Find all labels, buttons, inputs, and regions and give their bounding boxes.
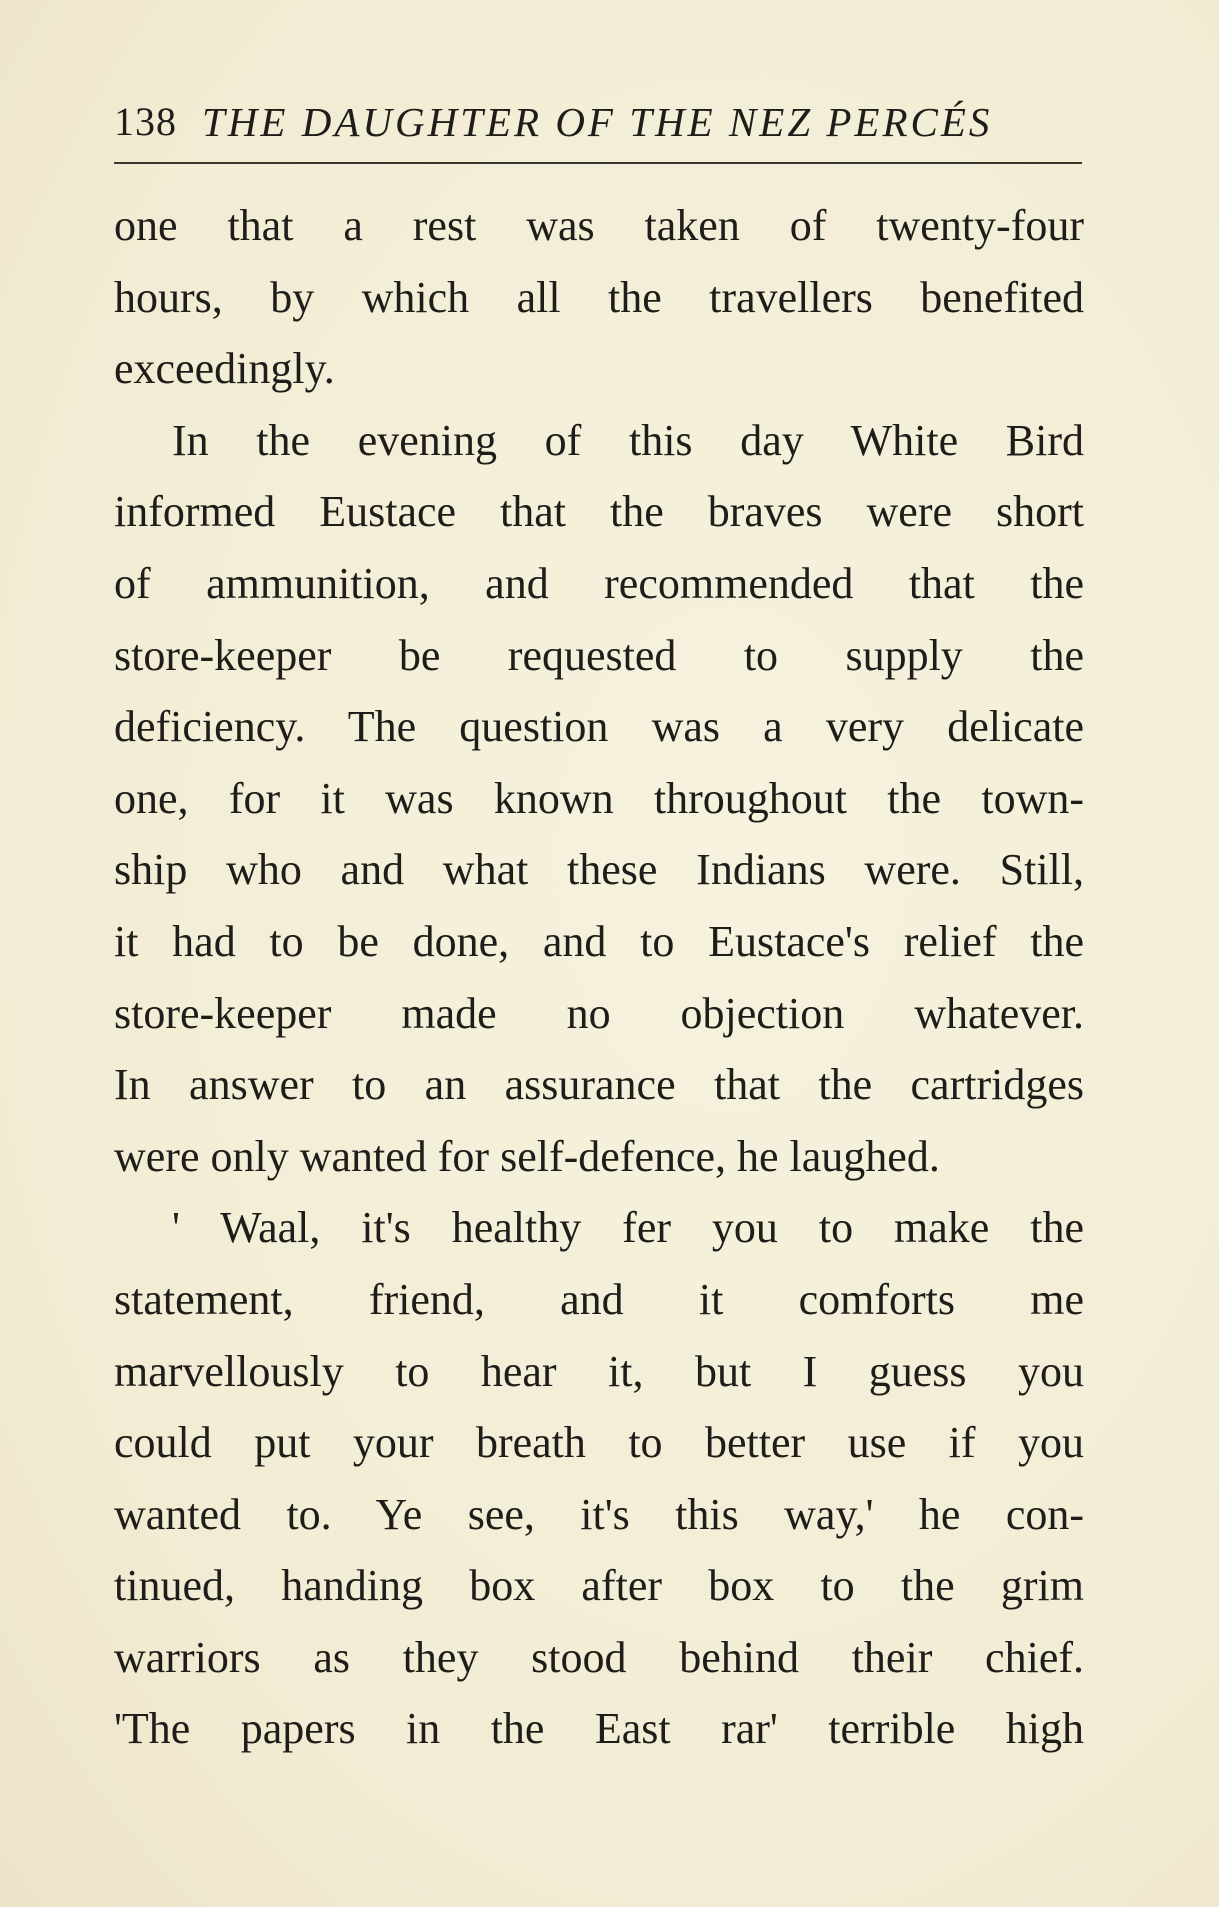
paragraph-start-line: ' Waal, it's healthy fer you to make the [172, 1203, 1084, 1253]
text-line: 'The papers in the East rar' terrible high [114, 1704, 1084, 1754]
text-line: store-keeper made no objection whatever. [114, 988, 1084, 1038]
body-text [114, 190, 1084, 1765]
text-line: one, for it was known throughout the town- [114, 773, 1084, 823]
text-line: of ammunition, and recommended that the [114, 558, 1084, 608]
text-line: warriors as they stood behind their chief. [114, 1632, 1084, 1682]
text-line: ship who and what these Indians were. Still, [114, 845, 1084, 895]
page-header [114, 98, 1084, 158]
text-line: exceedingly. [114, 344, 335, 394]
paragraph-start-line: In the evening of this day White Bird [172, 415, 1084, 465]
text-line: one that a rest was taken of twenty-four [114, 201, 1084, 250]
text-line: could put your breath to better use if you [114, 1418, 1084, 1468]
text-line: wanted to. Ye see, it's this way,' he con- [114, 1489, 1084, 1539]
text-line: tinued, handing box after box to the grim [114, 1561, 1084, 1611]
text-line: store-keeper be requested to supply the [114, 630, 1084, 680]
text-line: hours, by which all the travellers benefited [114, 272, 1084, 322]
text-line: were only wanted for self-defence, he laughed. [114, 1131, 940, 1181]
text-line: In answer to an assurance that the cartridges [114, 1060, 1084, 1110]
text-line: deficiency. The question was a very delicate [114, 702, 1084, 752]
text-line: statement, friend, and it comforts me [114, 1274, 1084, 1324]
running-title: THE DAUGHTER OF THE NEZ PERCÉS [202, 99, 993, 145]
text-line: marvellously to hear it, but I guess you [114, 1346, 1084, 1396]
page-number: 138 [114, 99, 177, 144]
text-line: informed Eustace that the braves were short [114, 487, 1084, 537]
header-rule [114, 162, 1082, 164]
text-line: it had to be done, and to Eustace's relief the [114, 916, 1084, 966]
